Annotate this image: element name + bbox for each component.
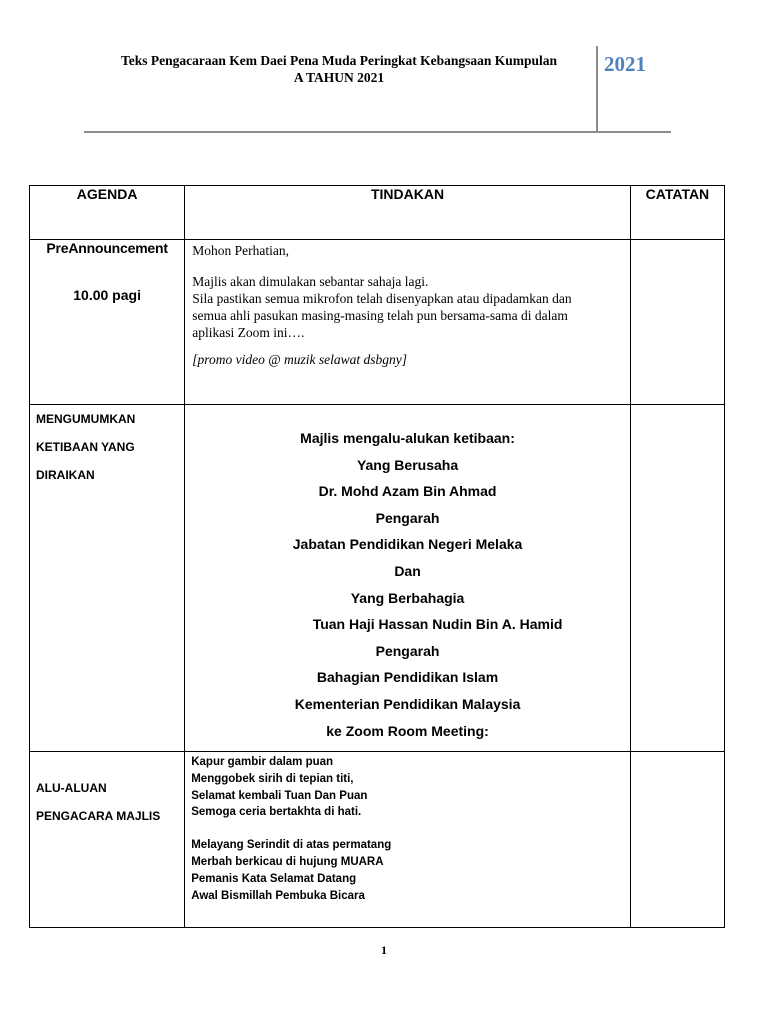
document-title-line2: A TAHUN 2021 xyxy=(293,70,385,85)
welcome-line: Kementerian Pendidikan Malaysia xyxy=(294,695,521,712)
catatan-cell xyxy=(630,240,724,405)
welcome-line: Dan xyxy=(394,562,421,579)
announcement-line: Majlis akan dimulakan sebantar sahaja lagi. xyxy=(192,274,429,289)
pantun-line: Kapur gambir dalam puan xyxy=(191,756,334,768)
agenda-cell-alu-aluan xyxy=(30,752,185,928)
column-header-tindakan: TINDAKAN xyxy=(185,186,631,240)
table-row xyxy=(30,240,725,405)
pantun-line: Selamat kembali Tuan Dan Puan xyxy=(191,789,368,802)
tindakan-cell xyxy=(185,405,631,752)
welcome-line: Majlis mengalu-alukan ketibaan: xyxy=(300,430,515,446)
document-title-line1: Teks Pengacaraan Kem Daei Pena Muda Peringkat Kebangsaan Kumpulan xyxy=(120,53,558,68)
agenda-line: DIRAIKAN xyxy=(36,468,95,482)
tindakan-cell xyxy=(185,752,631,928)
welcome-line: ke Zoom Room Meeting: xyxy=(326,722,489,739)
agenda-cell-ketibaan xyxy=(30,405,185,752)
pantun-line: Melayang Serindit di atas permatang xyxy=(191,839,392,852)
header-vertical-rule xyxy=(596,46,598,133)
table-row xyxy=(30,405,725,752)
pantun-line: Merbah berkicau di hujung MUARA xyxy=(191,855,384,868)
agenda-cell-preannouncement xyxy=(30,240,185,405)
table-row xyxy=(30,752,725,928)
welcome-line: Yang Berusaha xyxy=(356,456,459,473)
header-horizontal-rule xyxy=(84,131,671,133)
page-number: 1 xyxy=(381,943,387,957)
column-header-catatan: CATATAN xyxy=(630,186,724,240)
welcome-line: Jabatan Pendidikan Negeri Melaka xyxy=(292,536,523,553)
announcement-line: Sila pastikan semua mikrofon telah disenyapkan atau dipadamkan dan xyxy=(192,291,572,306)
catatan-cell xyxy=(630,752,724,928)
agenda-line: KETIBAAN YANG xyxy=(36,440,135,454)
pantun-line: Menggobek sirih di tepian titi, xyxy=(191,772,354,785)
announcement-line: semua ahli pasukan masing-masing telah pun bersama-sama di dalam xyxy=(192,308,568,323)
welcome-line: Pengarah xyxy=(375,642,440,659)
welcome-line: Pengarah xyxy=(375,509,440,526)
welcome-line: Yang Berbahagia xyxy=(350,589,465,606)
agenda-time: 10.00 pagi xyxy=(73,287,141,303)
agenda-table xyxy=(29,185,725,928)
welcome-line: Bahagian Pendidikan Islam xyxy=(316,669,499,686)
pantun-line: Pemanis Kata Selamat Datang xyxy=(191,872,357,885)
agenda-line: MENGUMUMKAN xyxy=(36,412,136,426)
table-header-row xyxy=(30,186,725,240)
announcement-line: aplikasi Zoom ini…. xyxy=(192,325,305,340)
catatan-cell xyxy=(630,405,724,752)
welcome-line: Dr. Mohd Azam Bin Ahmad xyxy=(318,483,497,500)
welcome-line: Tuan Haji Hassan Nudin Bin A. Hamid xyxy=(312,616,563,633)
column-header-agenda: AGENDA xyxy=(30,186,185,240)
announcement-line: Mohon Perhatian, xyxy=(192,243,289,258)
document-title xyxy=(86,52,592,86)
pantun-line: Awal Bismillah Pembuka Bicara xyxy=(191,889,365,902)
header-year: 2021 xyxy=(604,52,646,76)
pantun-line: Semoga ceria bertakhta di hati. xyxy=(191,806,362,819)
promo-note: [promo video @ muzik selawat dsbgny] xyxy=(192,352,407,367)
agenda-line: PENGACARA MAJLIS xyxy=(36,809,161,823)
agenda-label: PreAnnouncement xyxy=(46,240,168,256)
agenda-line: ALU-ALUAN xyxy=(36,781,107,795)
tindakan-cell xyxy=(185,240,631,405)
